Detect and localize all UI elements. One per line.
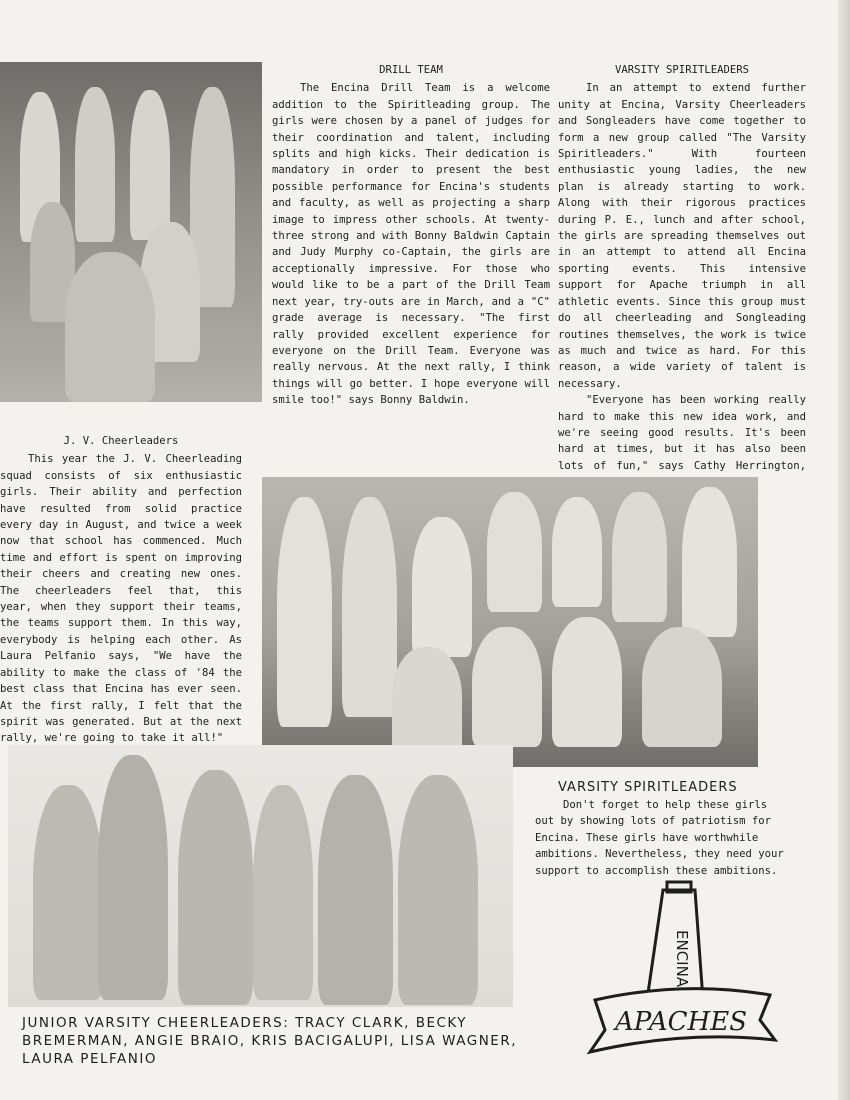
varsity-heading: VARSITY SPIRITLEADERS xyxy=(615,64,749,76)
megaphone-text: ENCINA xyxy=(673,930,691,988)
drill-team-body: The Encina Drill Team is a welcome addition to the Spiritleading group. The girls were chosen by a panel of judges for their coordination and talent, including splits and high kicks. Their dedication is mandatory in order to present the best possible performance for Encina's students and faculty, as well as projecting a sharp image to impress other schools. At twenty-three strong and with Bonny Baldwin Captain and Judy Murphy co-Captain, the girls are acceptionally impressive. For those who would like to be a part of the Drill Team next year, try-outs are in March, and a "C" grade average is necessary. "The first rally provided excellent experience for everyone on the Drill Team. Everyone was really nervous. At the next rally, I think things will go better. I hope everyone will smile too!" says Bonny Baldwin. xyxy=(272,82,550,407)
banner-text: APACHES xyxy=(615,1007,748,1037)
jv-body: This year the J. V. Cheerleading squad consists of six enthusiastic girls. Their ability and perfection have resulted from solid practice every day in August, and twice a week now that school has commenced. Much time and effort is spent on improving their cheers and creating new ones. The cheerleaders feel that, this year, when they support their teams, the teams support them. In this way, everybody is helping each other. As Laura Pelfanio says, "We have the ability to make the class of '84 the best class that Encina has ever seen. At the first rally, I felt that the spirit was generated. But at the next rally, we're going to take it all!" xyxy=(0,453,242,745)
varsity-caption-body: Don't forget to help these girls out by showing lots of patriotism for Encina. These girls have worthwhile ambitions. Nevertheless, they need your support to accomplish these ambitions. xyxy=(535,799,784,877)
varsity-body-2: "Everyone has been working really hard to make this new idea work, and we're seeing good results. It's been hard at times, but it has also been lots of fun," says Cathy Herrington, xyxy=(558,394,806,472)
jv-photo xyxy=(8,745,513,1007)
apaches-logo xyxy=(585,880,785,1065)
jv-heading: J. V. Cheerleaders xyxy=(63,435,179,447)
varsity-caption-title: VARSITY SPIRITLEADERS xyxy=(558,780,738,795)
jv-photo-caption: JUNIOR VARSITY CHEERLEADERS: TRACY CLARK, BECKY BREMERMAN, ANGIE BRAIO, KRIS BACIGALUPI, LISA WAGNER, LAURA PELFANIO xyxy=(22,1015,518,1067)
megaphone-banner-icon xyxy=(585,880,785,1065)
varsity-body-1: In an attempt to extend further unity at Encina, Varsity Cheerleaders and Songleaders have come together to form a new group called "The Varsity Spiritleaders." With fourteen enthusiastic young ladies, the new plan is already starting to work. Along with their rigorous practices during P. E., lunch and after school, the girls are spreading themselves out in an attempt to attend all Encina sporting events. This intensive support for Apache triumph in all athletic events. Since this group must do all cheerleading and Songleading routines themselves, the work is twice as much and twice as hard. For this reason, a wide variety of talent is necessary. xyxy=(558,82,806,390)
drill-team-photo xyxy=(0,62,262,402)
varsity-photo xyxy=(262,477,758,767)
varsity-article xyxy=(558,62,806,491)
drill-team-article xyxy=(272,62,550,409)
jv-article xyxy=(0,433,242,747)
varsity-caption xyxy=(535,797,785,879)
page-edge xyxy=(838,0,850,1100)
drill-team-heading: DRILL TEAM xyxy=(379,64,443,76)
